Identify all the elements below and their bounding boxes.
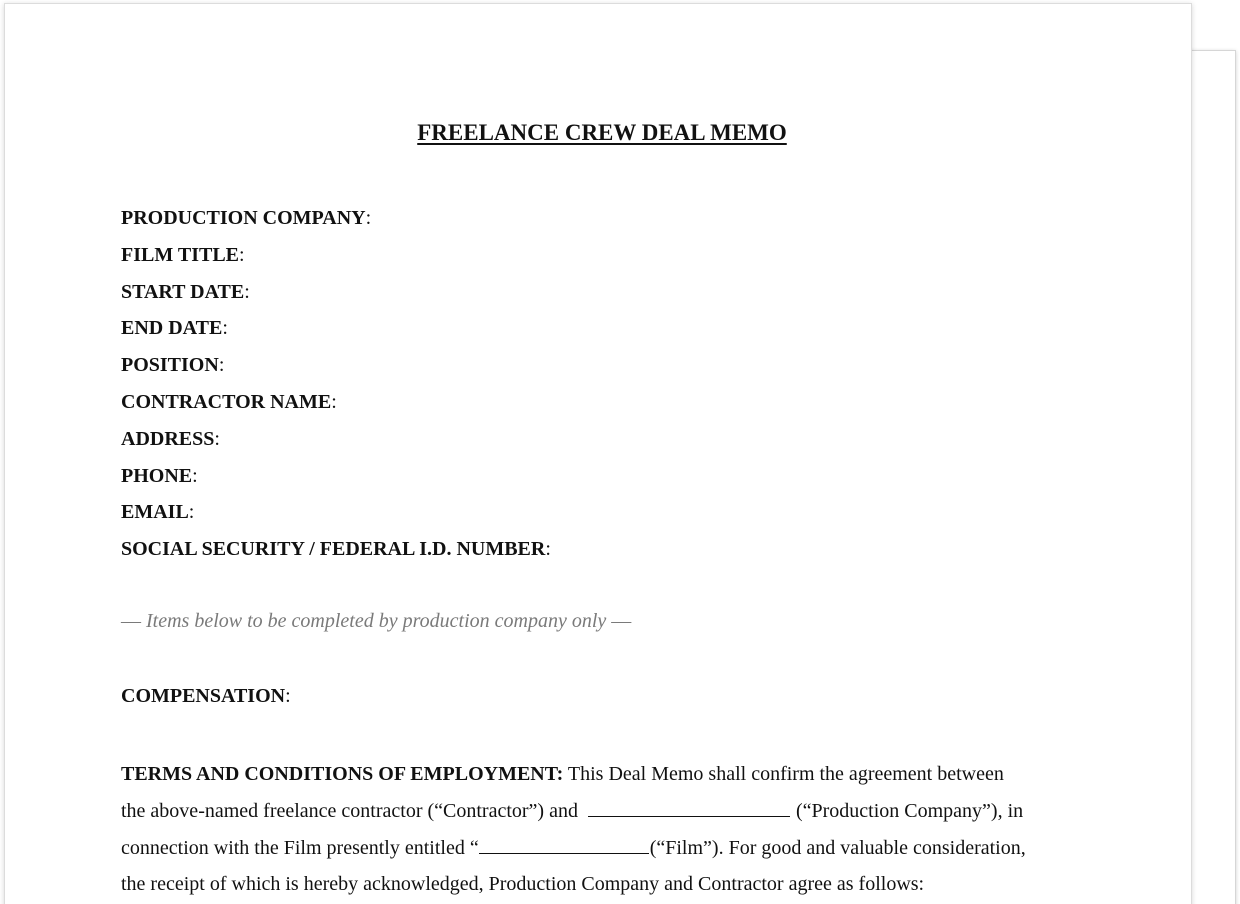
film-title-blank bbox=[479, 835, 649, 854]
field-phone: PHONE: bbox=[121, 464, 198, 487]
field-label: ADDRESS bbox=[121, 427, 215, 450]
field-label: CONTRACTOR NAME bbox=[121, 390, 332, 413]
field-position: POSITION: bbox=[121, 354, 225, 377]
next-page-sheet bbox=[1188, 50, 1236, 904]
field-end-date: END DATE: bbox=[121, 317, 228, 340]
field-tax-id: SOCIAL SECURITY / FEDERAL I.D. NUMBER: bbox=[121, 538, 551, 561]
field-start-date: START DATE: bbox=[121, 280, 250, 303]
document-page bbox=[4, 3, 1192, 904]
production-only-note: — Items below to be completed by production company only — bbox=[121, 610, 632, 632]
field-label: FILM TITLE bbox=[121, 243, 239, 266]
terms-heading: TERMS AND CONDITIONS OF EMPLOYMENT: bbox=[121, 763, 564, 785]
terms-line: connection with the Film presently entitled “ (“Film”). For good and valuable consideration, bbox=[121, 836, 1026, 859]
field-contractor-name: CONTRACTOR NAME: bbox=[121, 390, 337, 413]
field-label: EMAIL bbox=[121, 501, 189, 524]
field-label: START DATE bbox=[121, 280, 245, 303]
terms-line: the receipt of which is hereby acknowledged, Production Company and Contractor agree as follows: bbox=[121, 873, 925, 896]
contractor-fields bbox=[121, 200, 551, 568]
field-label: PRODUCTION COMPANY bbox=[121, 207, 366, 229]
compensation-label: COMPENSATION bbox=[121, 685, 286, 707]
compensation-field: COMPENSATION: bbox=[121, 685, 291, 707]
field-production-company: PRODUCTION COMPANY: bbox=[121, 207, 372, 229]
production-company-blank bbox=[588, 798, 790, 817]
field-address: ADDRESS: bbox=[121, 427, 220, 450]
field-film-title: FILM TITLE: bbox=[121, 243, 245, 266]
document-title: FREELANCE CREW DEAL MEMO bbox=[417, 120, 787, 145]
field-label: END DATE bbox=[121, 317, 223, 340]
field-email: EMAIL: bbox=[121, 501, 195, 524]
field-label: SOCIAL SECURITY / FEDERAL I.D. NUMBER bbox=[121, 538, 546, 561]
field-label: POSITION bbox=[121, 354, 219, 377]
terms-paragraph bbox=[121, 756, 1111, 903]
terms-line: the above-named freelance contractor (“Contractor”) and (“Production Company”), in bbox=[121, 799, 1024, 822]
terms-line: TERMS AND CONDITIONS OF EMPLOYMENT: This Deal Memo shall confirm the agreement between bbox=[121, 763, 1004, 785]
field-label: PHONE bbox=[121, 464, 193, 487]
